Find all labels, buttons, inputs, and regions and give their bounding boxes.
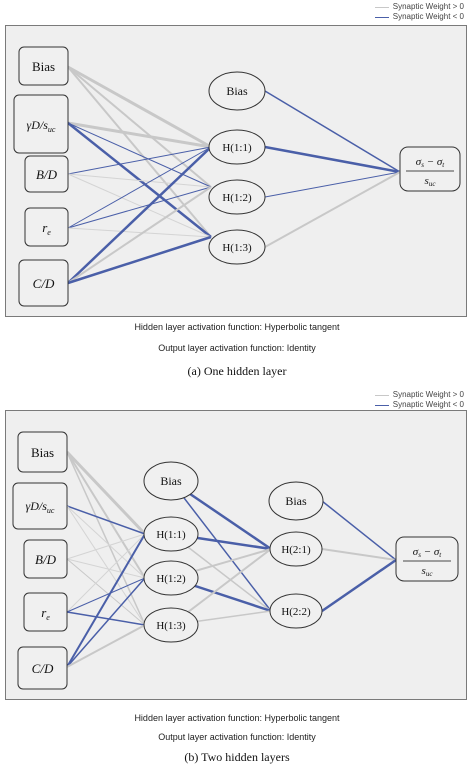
hidden-node-h1-1-label: H(1:1) xyxy=(222,142,252,154)
hidden-layer-2 xyxy=(269,482,323,628)
output-node-numerator: σs − σt xyxy=(415,156,445,169)
input-node-re-label: $r_e$ xyxy=(42,220,51,237)
hidden-activation-note: Hidden layer activation function: Hyperbolic tangent xyxy=(134,713,340,723)
input-node-b-d-label: B/D xyxy=(35,552,56,567)
hidden-node-h1-1-label: H(1:1) xyxy=(156,529,186,541)
input-to-hidden1-connections xyxy=(67,452,145,667)
legend-negative-label: Synaptic Weight < 0 xyxy=(392,400,464,409)
legend-positive-label: Synaptic Weight > 0 xyxy=(392,2,464,11)
hidden-activation-note: Hidden layer activation function: Hyperbolic tangent xyxy=(134,322,340,332)
connection xyxy=(265,172,400,247)
connection xyxy=(322,560,396,611)
output-node-denominator: suc xyxy=(424,175,436,188)
hidden-node-h2-2-label: H(2:2) xyxy=(281,606,311,618)
hidden1-to-hidden2-connections xyxy=(171,481,271,625)
hidden-to-output-connections xyxy=(265,91,400,247)
input-to-hidden-connections xyxy=(68,67,211,283)
connection xyxy=(67,452,145,534)
input-layer xyxy=(14,47,68,306)
input-node-c-d-label: C/D xyxy=(31,661,54,676)
hidden2-node-bias-label: Bias xyxy=(285,494,307,508)
hidden1-node-bias-label: Bias xyxy=(160,474,182,488)
output-activation-note: Output layer activation function: Identity xyxy=(158,343,316,353)
hidden-node-h2-1-label: H(2:1) xyxy=(281,544,311,556)
connection xyxy=(68,67,211,237)
connection xyxy=(67,452,145,578)
hidden-layer-1 xyxy=(209,72,265,264)
panel-two-hidden-layers xyxy=(0,385,474,770)
connection xyxy=(68,147,211,283)
hidden-layer-1 xyxy=(144,462,198,642)
input-node-gamma-d-suc-label: $\gamma D/s_{uc}$ xyxy=(25,499,55,515)
connection xyxy=(68,174,211,237)
output-layer xyxy=(396,537,458,581)
input-node-gamma-d-suc-label: $\gamma D/s_{uc}$ xyxy=(26,118,56,134)
legend-positive-label: Synaptic Weight > 0 xyxy=(392,390,464,399)
hidden-node-h1-3-label: H(1:3) xyxy=(156,620,186,632)
connection xyxy=(68,123,211,187)
connection xyxy=(68,187,211,283)
input-node-c-d-label: C/D xyxy=(32,276,55,291)
input-layer xyxy=(13,432,67,689)
connection xyxy=(68,174,211,187)
hidden-node-bias-label: Bias xyxy=(226,84,248,98)
panel-caption: (b) Two hidden layers xyxy=(184,750,290,764)
input-node-b-d-label: B/D xyxy=(36,167,57,182)
hidden2-to-output-connections xyxy=(322,501,396,611)
output-node-denominator: suc xyxy=(421,565,433,578)
output-node-numerator: σs − σt xyxy=(412,546,442,559)
panel-caption: (a) One hidden layer xyxy=(187,364,287,378)
connection xyxy=(265,172,400,197)
hidden-node-h1-2-label: H(1:2) xyxy=(222,192,252,204)
input-node-bias-label: Bias xyxy=(30,445,55,460)
hidden-node-h1-3-label: H(1:3) xyxy=(222,242,252,254)
output-layer xyxy=(400,147,460,191)
connection xyxy=(68,237,211,283)
connection xyxy=(68,187,211,228)
output-activation-note: Output layer activation function: Identity xyxy=(158,732,316,742)
legend-negative-label: Synaptic Weight < 0 xyxy=(392,12,464,21)
hidden-node-h1-2-label: H(1:2) xyxy=(156,573,186,585)
input-node-bias-label: Bias xyxy=(31,59,56,74)
input-node-re-label: $r_e$ xyxy=(41,605,50,622)
